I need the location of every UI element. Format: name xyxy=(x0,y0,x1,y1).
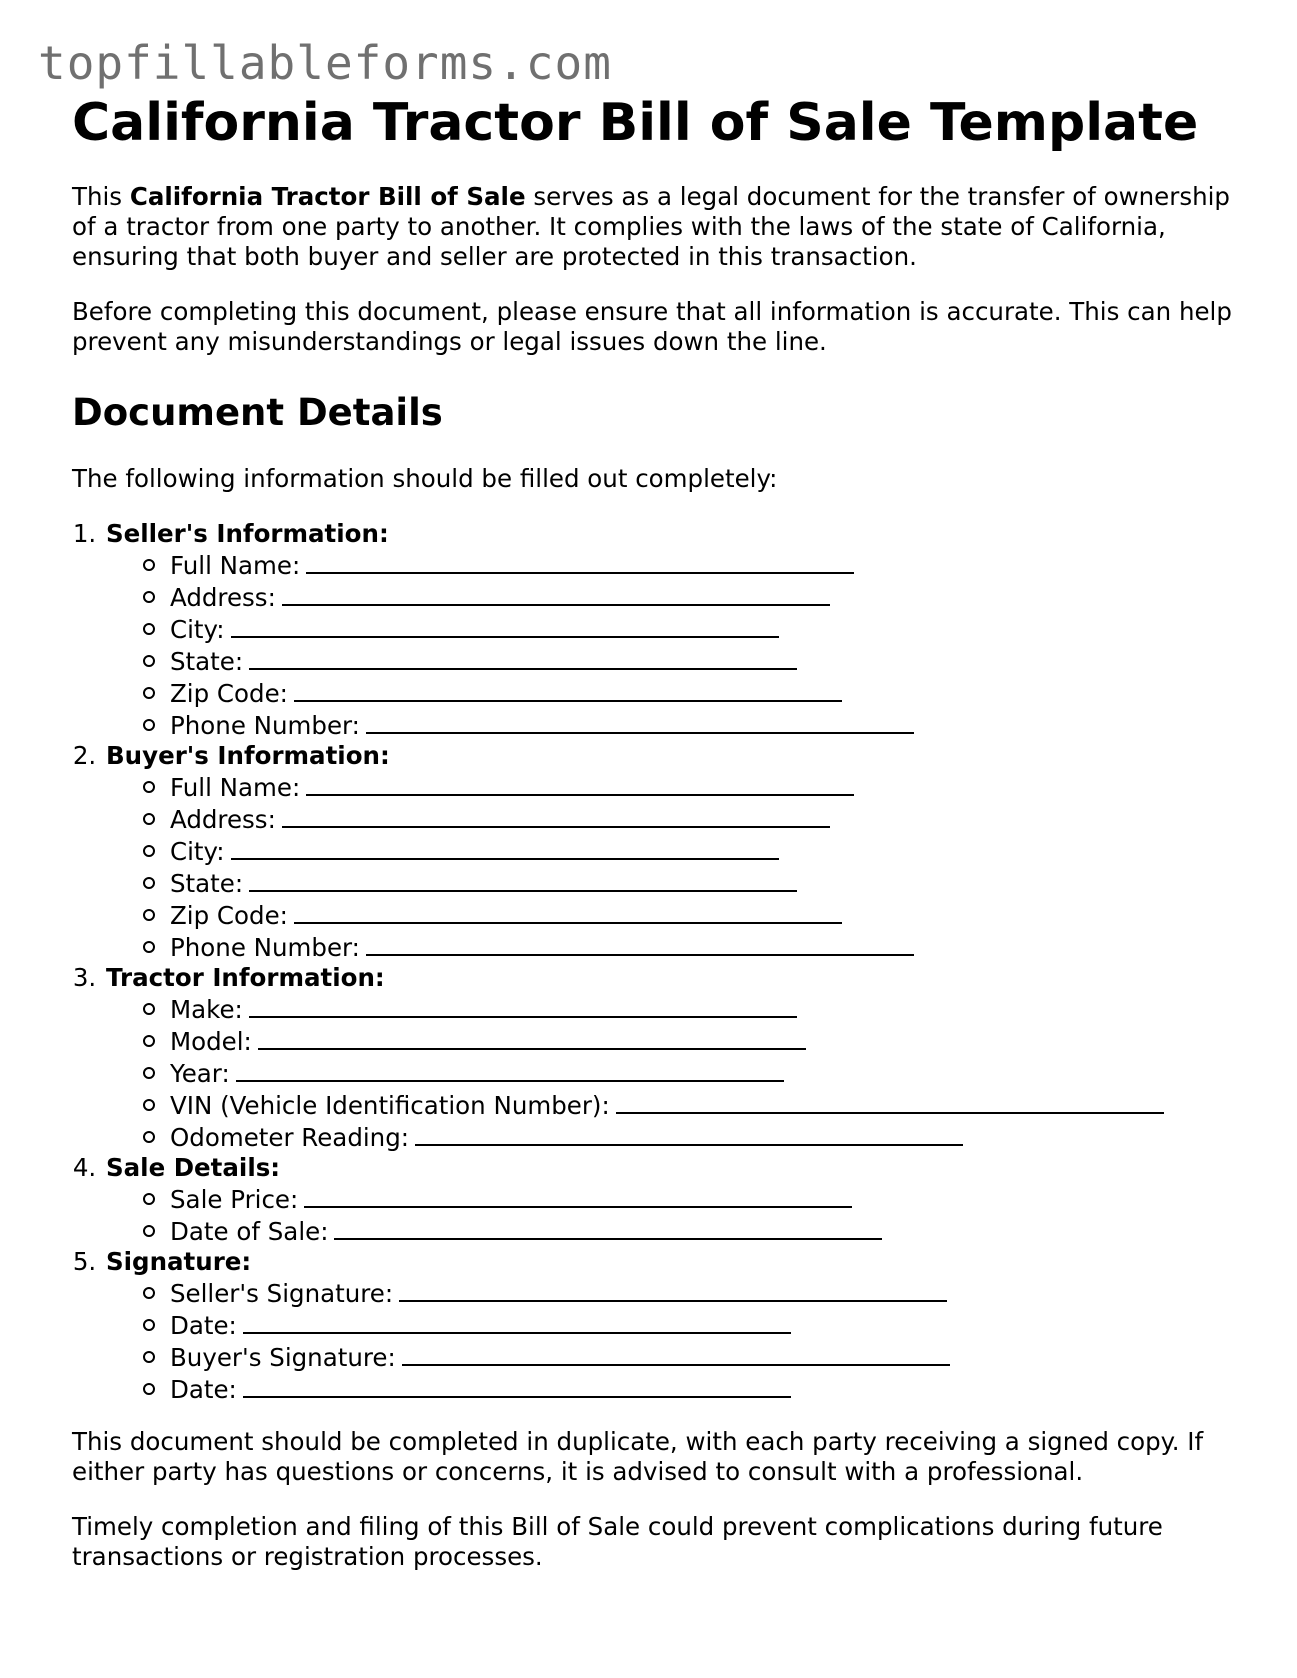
document-body xyxy=(72,92,1232,1597)
seller-address-blank[interactable] xyxy=(282,581,830,606)
section-sale-details xyxy=(104,1153,1232,1247)
field-seller-city xyxy=(170,613,1232,645)
intro-paragraph-2: Before completing this document, please ensure that all information is accurate. This can help prevent any misunderstandings or legal issues down the line. xyxy=(72,297,1232,357)
details-heading: Document Details xyxy=(72,391,443,435)
field-label: Date of Sale: xyxy=(170,1216,329,1246)
intro-suffix: serves as a legal document for the transfer of ownership of a tractor from one party to another. It complies with the laws of the state of California, ensuring that both buyer and seller are protected in this transaction. xyxy=(72,182,1230,272)
field-tractor-year xyxy=(170,1057,1232,1089)
field-label: Date: xyxy=(170,1310,237,1340)
field-seller-signature-date xyxy=(170,1309,1232,1341)
buyer-signature-date-blank[interactable] xyxy=(243,1373,791,1398)
field-sale-date xyxy=(170,1215,1232,1247)
section-signature xyxy=(104,1247,1232,1405)
field-label: State: xyxy=(170,868,244,898)
field-seller-full-name xyxy=(170,549,1232,581)
sale-date-blank[interactable] xyxy=(334,1215,882,1240)
field-list xyxy=(106,1277,1232,1405)
field-tractor-make xyxy=(170,993,1232,1025)
field-label: Phone Number: xyxy=(170,710,360,740)
field-tractor-vin xyxy=(170,1089,1232,1121)
buyer-full-name-blank[interactable] xyxy=(306,771,854,796)
buyer-phone-blank[interactable] xyxy=(366,931,914,956)
field-seller-signature xyxy=(170,1277,1232,1309)
field-list xyxy=(106,993,1232,1153)
field-buyer-signature-date xyxy=(170,1373,1232,1405)
field-label: Address: xyxy=(170,804,276,834)
seller-state-blank[interactable] xyxy=(249,645,797,670)
buyer-signature-blank[interactable] xyxy=(402,1341,950,1366)
section-title: Seller's Information: xyxy=(106,518,389,548)
field-label: City: xyxy=(170,614,225,644)
field-buyer-address xyxy=(170,803,1232,835)
field-label: Make: xyxy=(170,994,243,1024)
tractor-model-blank[interactable] xyxy=(258,1025,806,1050)
field-list xyxy=(106,549,1232,741)
buyer-address-blank[interactable] xyxy=(282,803,830,828)
section-title: Tractor Information: xyxy=(106,962,385,992)
field-label: Zip Code: xyxy=(170,678,288,708)
section-title: Signature: xyxy=(106,1246,252,1276)
field-label: VIN (Vehicle Identification Number): xyxy=(170,1090,610,1120)
field-label: Phone Number: xyxy=(170,932,360,962)
details-intro: The following information should be filled out completely: xyxy=(72,463,778,493)
intro-paragraph xyxy=(72,182,1232,272)
seller-zip-blank[interactable] xyxy=(294,677,842,702)
tractor-vin-blank[interactable] xyxy=(616,1089,1164,1114)
field-list xyxy=(106,1183,1232,1247)
tractor-year-blank[interactable] xyxy=(236,1057,784,1082)
field-label: Date: xyxy=(170,1374,237,1404)
field-label: Odometer Reading: xyxy=(170,1122,410,1152)
seller-signature-date-blank[interactable] xyxy=(243,1309,791,1334)
section-buyer xyxy=(104,741,1232,963)
field-label: Year: xyxy=(170,1058,230,1088)
field-label: State: xyxy=(170,646,244,676)
seller-city-blank[interactable] xyxy=(231,613,779,638)
field-label: City: xyxy=(170,836,225,866)
sale-price-blank[interactable] xyxy=(304,1183,852,1208)
field-tractor-model xyxy=(170,1025,1232,1057)
tractor-make-blank[interactable] xyxy=(249,993,797,1018)
buyer-zip-blank[interactable] xyxy=(294,899,842,924)
seller-phone-blank[interactable] xyxy=(366,709,914,734)
field-seller-zip xyxy=(170,677,1232,709)
page-title: California Tractor Bill of Sale Template xyxy=(72,93,1199,153)
field-buyer-state xyxy=(170,867,1232,899)
closing-paragraph-1: This document should be completed in duplicate, with each party receiving a signed copy. If either party has questions or concerns, it is advised to consult with a professional. xyxy=(72,1426,1204,1486)
field-label: Full Name: xyxy=(170,550,301,580)
field-label: Full Name: xyxy=(170,772,301,802)
buyer-city-blank[interactable] xyxy=(231,835,779,860)
section-title: Sale Details: xyxy=(106,1152,281,1182)
seller-signature-blank[interactable] xyxy=(399,1277,947,1302)
field-label: Model: xyxy=(170,1026,252,1056)
field-seller-phone xyxy=(170,709,1232,741)
closing-paragraph-2: Timely completion and filing of this Bill of Sale could prevent complications during future transactions or registration processes. xyxy=(72,1511,1163,1571)
field-buyer-phone xyxy=(170,931,1232,963)
field-label: Seller's Signature: xyxy=(170,1278,394,1308)
tractor-odometer-blank[interactable] xyxy=(415,1121,963,1146)
section-seller xyxy=(104,519,1232,741)
intro-bold-title: California Tractor Bill of Sale xyxy=(129,182,526,212)
section-tractor xyxy=(104,963,1232,1153)
intro-prefix: This xyxy=(72,182,130,212)
seller-full-name-blank[interactable] xyxy=(306,549,854,574)
field-tractor-odometer xyxy=(170,1121,1232,1153)
field-label: Buyer's Signature: xyxy=(170,1342,396,1372)
field-buyer-full-name xyxy=(170,771,1232,803)
field-label: Address: xyxy=(170,582,276,612)
field-label: Zip Code: xyxy=(170,900,288,930)
field-buyer-city xyxy=(170,835,1232,867)
field-buyer-zip xyxy=(170,899,1232,931)
field-sale-price xyxy=(170,1183,1232,1215)
field-seller-state xyxy=(170,645,1232,677)
buyer-state-blank[interactable] xyxy=(249,867,797,892)
field-buyer-signature xyxy=(170,1341,1232,1373)
field-label: Sale Price: xyxy=(170,1184,299,1214)
section-title: Buyer's Information: xyxy=(106,740,390,770)
watermark: topfillableforms.com xyxy=(38,36,612,90)
field-seller-address xyxy=(170,581,1232,613)
sections-list xyxy=(72,519,1232,1405)
field-list xyxy=(106,771,1232,963)
